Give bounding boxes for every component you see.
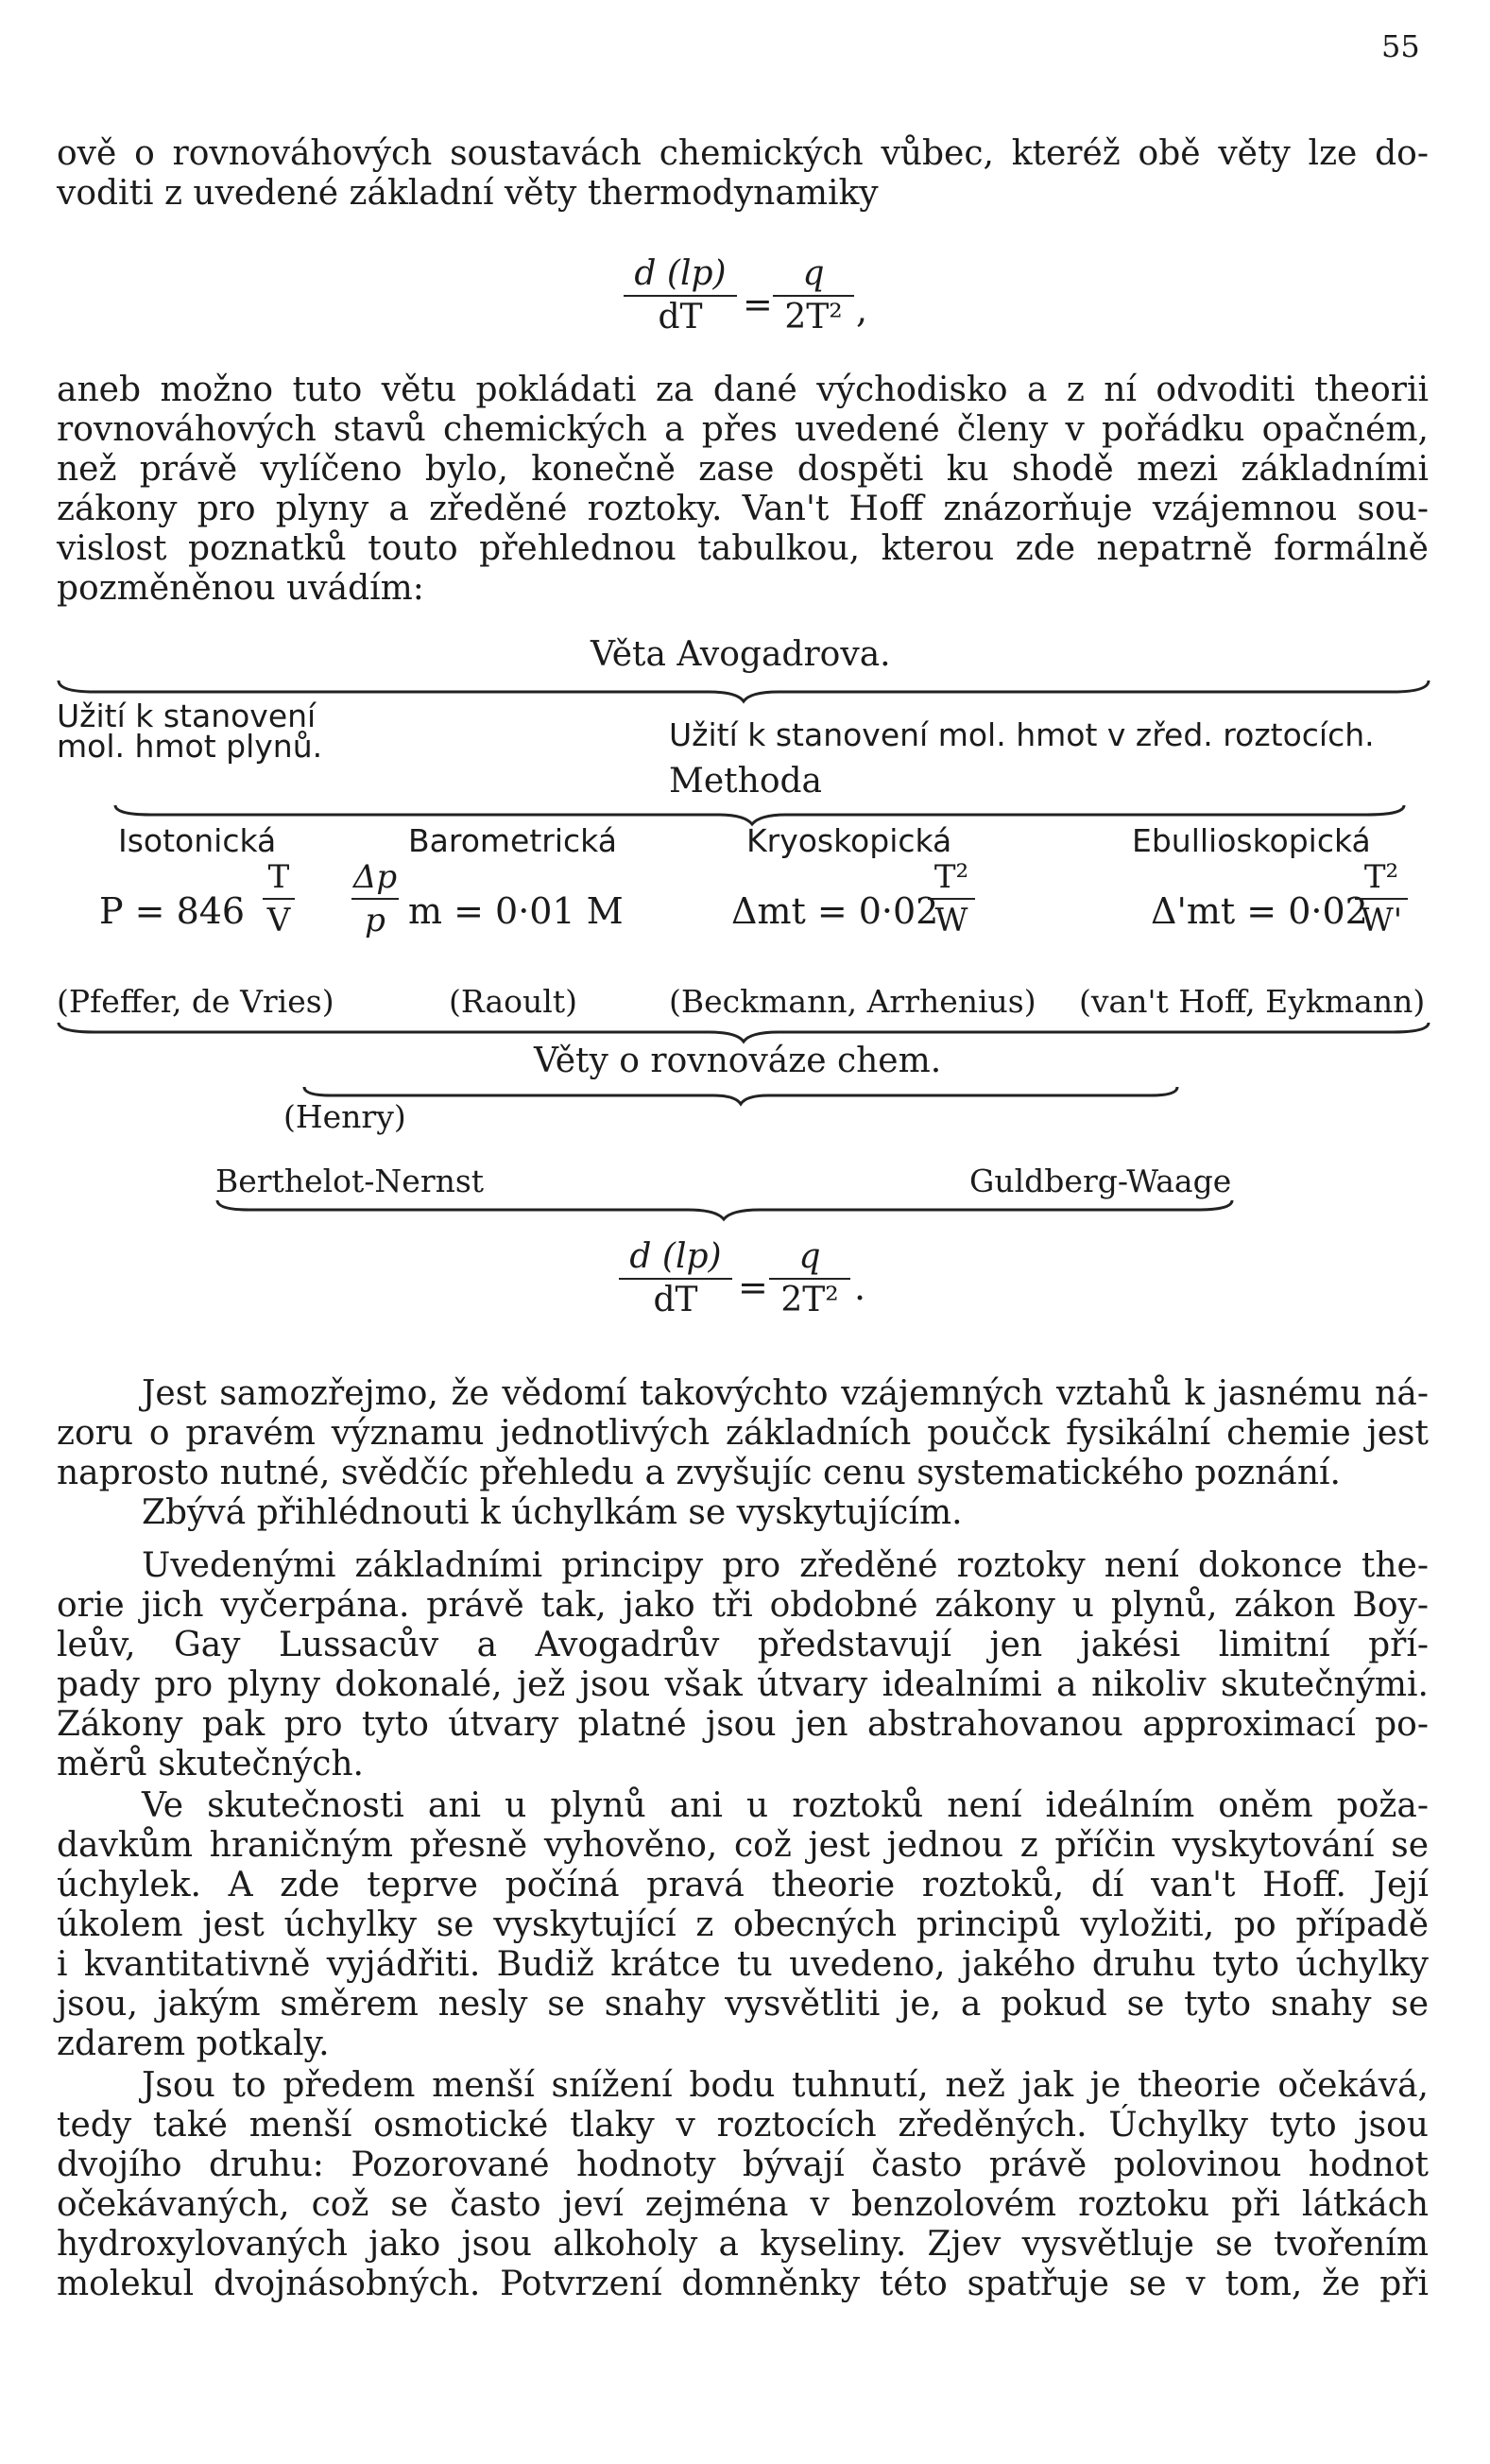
method-isotonic: Isotonická xyxy=(118,822,277,859)
paragraph-2 xyxy=(57,1374,1429,1493)
denominator: 2T² xyxy=(780,1281,839,1319)
text-line: molekul dvojnásobných. Potvrzení domněnky této spatřuje se v tom, že při xyxy=(57,2265,1429,2303)
fraction-t2-w-prime xyxy=(1355,858,1408,939)
fraction-dp-p xyxy=(351,858,399,939)
denominator: dT xyxy=(653,1281,698,1319)
text-line: úchylek. A zde teprve počíná pravá theorie roztoků, dí van't Hoff. Její xyxy=(57,1866,1429,1904)
page-number: 55 xyxy=(1381,28,1420,64)
numerator: T² xyxy=(1363,858,1399,896)
fraction-right xyxy=(769,1238,850,1319)
method-barometric: Barometrická xyxy=(408,822,617,859)
text-line: než právě vylíčeno bylo, konečně zase dospěti ku shodě mezi základními xyxy=(57,450,1429,489)
text-line: ově o rovnováhových soustavách chemických vůbec, kteréž obě věty lze do- xyxy=(57,134,1429,173)
denominator: p xyxy=(365,902,385,939)
solution-usage-label: Užití k stanovení mol. hmot v zřed. roztocích. xyxy=(669,716,1375,753)
text-line: Jest samozřejmo, že vědomí takovýchto vzájemných vztahů k jasnému ná- xyxy=(142,1374,1429,1413)
text-line: úkolem jest úchylky se vyskytující z obecných principů vyložiti, po případě xyxy=(57,1905,1429,1944)
numerator: d (lp) xyxy=(629,1237,722,1276)
text-line: leův, Gay Lussacův a Avogadrův představují jen jakési limitní pří- xyxy=(57,1626,1429,1664)
gas-usage-label: mol. hmot plynů. xyxy=(57,728,323,765)
denominator: dT xyxy=(658,298,703,336)
henry-label: (Henry) xyxy=(283,1098,406,1135)
text-line: hydroxylovaných jako jsou alkoholy a kyseliny. Zjev vysvětluje se tvořením xyxy=(57,2225,1429,2264)
text-line: vislost poznatků touto přehlednou tabulkou, kterou zde nepatrně formálně xyxy=(57,529,1429,568)
fraction-right xyxy=(773,255,854,336)
author-vanthoff: (van't Hoff, Eykmann) xyxy=(1079,983,1426,1020)
text-line: pady pro plyny dokonalé, jež jsou však útvary idealními a nikoliv skutečnými. xyxy=(57,1665,1429,1704)
paragraph-5 xyxy=(57,1786,1429,2064)
guldberg-label: Guldberg-Waage xyxy=(969,1163,1232,1199)
author-beckmann: (Beckmann, Arrhenius) xyxy=(669,983,1036,1020)
numerator: q xyxy=(798,1237,821,1276)
equals-sign: = xyxy=(738,1266,768,1308)
brace-equilibrium xyxy=(302,1085,1181,1108)
numerator: T² xyxy=(933,858,969,896)
text-line: zákony pro plyny a zředěné roztoky. Van't Hoff znázorňuje vzájemnou sou- xyxy=(57,490,1429,528)
brace-bottom xyxy=(215,1198,1236,1223)
equation-barometric: m = 0·01 M xyxy=(408,890,624,932)
text-line: tedy také menší osmotické tlaky v roztocích zředěných. Úchylky tyto jsou xyxy=(57,2106,1429,2145)
equation-isotonic: P = 846 xyxy=(99,890,246,932)
punctuation: . xyxy=(854,1266,866,1308)
text-line: aneb možno tuto větu pokládati za dané východisko a z ní odvoditi theorii xyxy=(57,370,1429,409)
text-line: Zákony pak pro tyto útvary platné jsou jen abstrahovanou approximací po- xyxy=(57,1705,1429,1744)
gas-usage-label: Užití k stanovení xyxy=(57,698,317,734)
method-ebullioscopic: Ebullioskopická xyxy=(1132,822,1371,859)
author-raoult: (Raoult) xyxy=(449,983,577,1020)
denominator: 2T² xyxy=(784,298,843,336)
method-cryoscopic: Kryoskopická xyxy=(746,822,952,859)
text-line: orie jich vyčerpána. právě tak, jako tři obdobné zákony u plynů, zákon Boy- xyxy=(57,1586,1429,1625)
diagram-title: Věta Avogadrova. xyxy=(591,635,891,674)
equilibrium-title: Věty o rovnováze chem. xyxy=(534,1042,942,1080)
punctuation: , xyxy=(856,289,868,331)
numerator: T xyxy=(267,858,290,896)
text-line: rovnováhových stavů chemických a přes uvedené členy v pořádku opačném, xyxy=(57,410,1429,449)
text-line: davkům hraničným přesně vyhověno, což jest jednou z příčin vyskytování se xyxy=(57,1826,1429,1865)
text-line: Zbývá přihlédnouti k úchylkám se vyskytujícím. xyxy=(142,1493,963,1532)
text-line: Uvedenými základními principy pro zředěné roztoky není dokonce the- xyxy=(142,1546,1429,1585)
text-line: dvojího druhu: Pozorované hodnoty bývají často právě polovinou hodnot xyxy=(57,2145,1429,2184)
text-line: zoru o pravém významu jednotlivých základních poučck fysikální chemie jest xyxy=(57,1414,1429,1453)
fraction-t-v xyxy=(263,858,295,939)
text-line: voditi z uvedené základní věty thermodynamiky xyxy=(57,174,879,213)
paragraph-6 xyxy=(57,2066,1429,2304)
equals-sign: = xyxy=(743,284,773,325)
paragraph-4 xyxy=(57,1546,1429,1784)
text-line: pozměněnou uvádím: xyxy=(57,569,424,608)
text-line: naprosto nutné, svědčíc přehledu a zvyšujíc cenu systematického poznání. xyxy=(57,1454,1341,1492)
fraction-t2-w xyxy=(928,858,975,939)
methoda-label: Methoda xyxy=(669,762,822,801)
text-line: měrů skutečných. xyxy=(57,1745,365,1783)
denominator: W' xyxy=(1360,902,1403,939)
fraction-left xyxy=(619,1238,732,1319)
equation-cryoscopic: Δmt = 0·02 xyxy=(731,890,939,932)
equation-ebullioscopic: Δ'mt = 0·02 xyxy=(1151,890,1368,932)
berthelot-label: Berthelot-Nernst xyxy=(215,1163,485,1199)
text-line: jsou, jakým směrem nesly se snahy vysvětliti je, a pokud se tyto snahy se xyxy=(57,1985,1429,2024)
paragraph-1 xyxy=(57,370,1429,609)
denominator: V xyxy=(266,902,291,939)
text-line: Ve skutečnosti ani u plynů ani u roztoků není ideálním oněm poža- xyxy=(142,1786,1429,1825)
text-line: očekávaných, což se často jeví zejména v benzolovém roztoku při látkách xyxy=(57,2185,1429,2224)
fraction-left xyxy=(624,255,737,336)
intro-paragraph xyxy=(57,134,1429,214)
text-line: zdarem potkaly. xyxy=(57,2025,330,2063)
author-pfeffer: (Pfeffer, de Vries) xyxy=(57,983,334,1020)
text-line: i kvantitativně vyjádřiti. Budiž krátce tu uvedeno, jakého druhu tyto úchylky xyxy=(57,1945,1429,1984)
numerator: d (lp) xyxy=(634,254,727,293)
numerator: Δp xyxy=(352,858,398,896)
denominator: W xyxy=(934,902,968,939)
paragraph-3 xyxy=(57,1493,1429,1533)
numerator: q xyxy=(802,254,825,293)
text-line: Jsou to předem menší snížení bodu tuhnutí, než jak je theorie očekává, xyxy=(142,2066,1429,2105)
